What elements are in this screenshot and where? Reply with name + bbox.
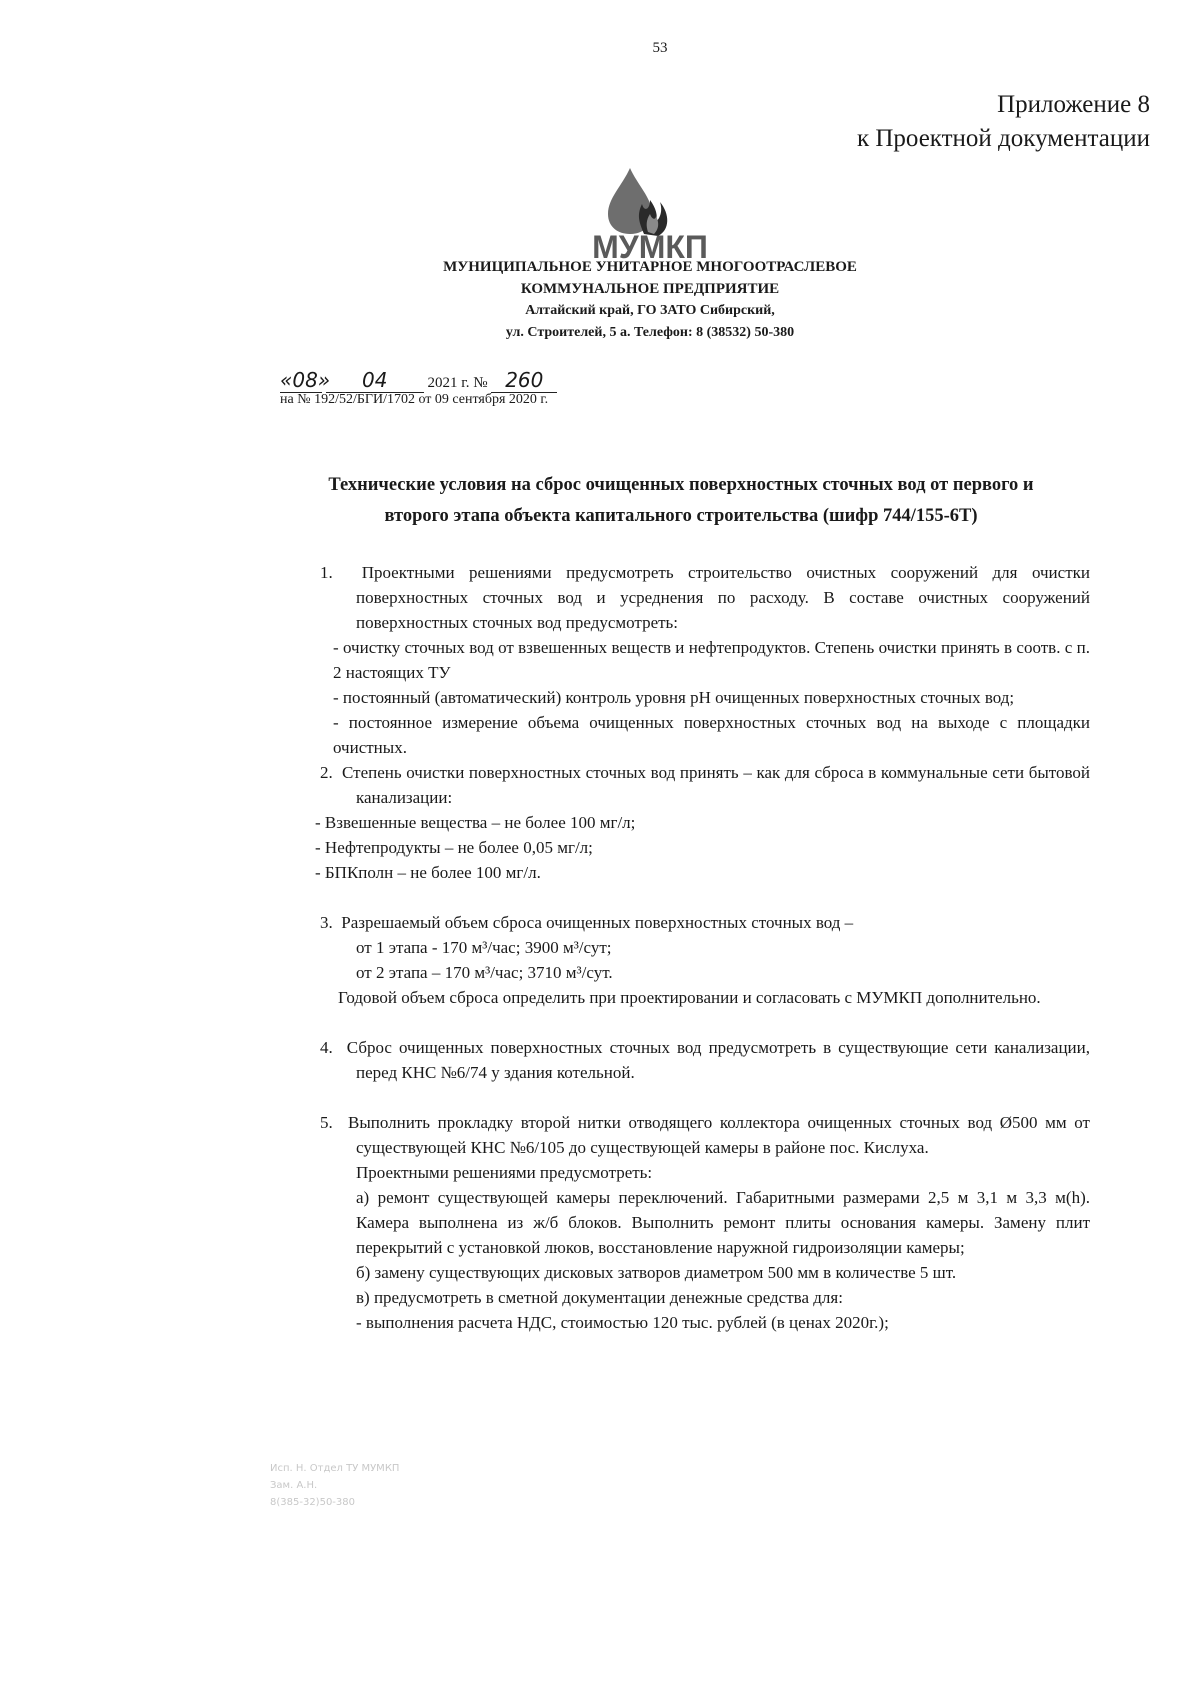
stamp-line-2: Зам. А.Н. [270,1480,318,1491]
letter-number: 260 [491,368,557,393]
org-address-line-1: Алтайский край, ГО ЗАТО Сибирский, [525,303,775,318]
page-number: 53 [652,40,668,56]
organization-block [260,256,1040,344]
org-name-line-2: КОММУНАЛЬНОЕ ПРЕДПРИЯТИЕ [520,281,780,297]
section-5-item-c-1: - выполнения расчета НДС, стоимостью 120 тыс. рублей (в ценах 2020г.); [356,1313,889,1332]
section-3-note: Годовой объем сброса определить при проектировании и согласовать с МУМКП дополнительно. [338,988,1041,1007]
stamp-line-3: 8(385-32)50-380 [270,1497,356,1508]
drop-flame-icon [570,160,730,260]
section-2-item-a: - Взвешенные вещества – не более 100 мг/л; [315,813,636,832]
logo-text: МУМКП [592,229,708,260]
section-3-item-b: от 2 этапа – 170 м³/час; 3710 м³/сут. [356,963,613,982]
letter-month: 04 [326,368,424,393]
appendix-line-1: Приложение 8 [997,91,1150,118]
letter-reference: на № 192/52/БГИ/1702 от 09 сентября 2020 г. [280,392,549,407]
company-logo [570,160,730,260]
appendix-header [857,88,1150,156]
letter-year: 2021 г. № [427,375,488,391]
section-5-item-a: а) ремонт существующей камеры переключений. Габаритными размерами 2,5 м 3,1 м 3,3 м(h). Камера выполнена из ж/б блоков. Выполнить ремонт плиты основания камеры. Замену плит перекрытий с установкой люков, восстановление наружной гидроизоляции камеры; [356,1188,1090,1257]
section-5-intro: Проектными решениями предусмотреть: [356,1163,653,1182]
section-5: 5. Выполнить прокладку второй нитки отводящего коллектора очищенных сточных вод Ø500 мм от существующей КНС №6/105 до существующей камеры в районе пос. Кислуха. [320,1113,1090,1157]
executor-stamp [270,1460,399,1511]
section-3-item-a: от 1 этапа - 170 м³/час; 3900 м³/сут; [356,938,612,957]
org-address-line-2: ул. Строителей, 5 а. Телефон: 8 (38532) 50-380 [505,325,795,340]
document-title [276,470,1086,532]
section-5-item-b: б) замену существующих дисковых затворов диаметром 500 мм в количестве 5 шт. [356,1263,957,1282]
title-line-2: второго этапа объекта капитального строительства (шифр 744/155-6Т) [384,506,978,526]
appendix-line-2: к Проектной документации [856,125,1150,152]
letter-date-number [280,368,557,393]
section-2-item-b: - Нефтепродукты – не более 0,05 мг/л; [315,838,593,857]
stamp-line-1: Исп. Н. Отдел ТУ МУМКП [270,1463,400,1474]
section-1: 1. Проектными решениями предусмотреть строительство очистных сооружений для очистки поверхностных сточных вод и усреднения по расходу. В составе очистных сооружений поверхностных сточных вод предусмотреть: [320,563,1090,632]
section-4: 4. Сброс очищенных поверхностных сточных вод предусмотреть в существующие сети канализации, перед КНС №6/74 у здания котельной. [320,1038,1090,1082]
document-body [315,560,1090,1335]
section-1-item-b: - постоянный (автоматический) контроль уровня рН очищенных поверхностных сточных вод; [333,688,1015,707]
letter-day: «08» [280,368,331,392]
section-5-item-c: в) предусмотреть в сметной документации денежные средства для: [356,1288,843,1307]
org-name-line-1: МУНИЦИПАЛЬНОЕ УНИТАРНОЕ МНОГООТРАСЛЕВОЕ [443,259,857,275]
title-line-1: Технические условия на сброс очищенных поверхностных сточных вод от первого и [328,475,1034,495]
section-1-item-c: - постоянное измерение объема очищенных поверхностных сточных вод на выходе с площадки очистных. [333,713,1090,757]
section-3: 3. Разрешаемый объем сброса очищенных поверхностных сточных вод – [320,913,854,932]
section-2-item-c: - БПКполн – не более 100 мг/л. [315,863,541,882]
section-2: 2. Степень очистки поверхностных сточных вод принять – как для сброса в коммунальные сети бытовой канализации: [320,763,1090,807]
section-1-item-a: - очистку сточных вод от взвешенных веществ и нефтепродуктов. Степень очистки принять в соотв. с п. 2 настоящих ТУ [333,638,1090,682]
